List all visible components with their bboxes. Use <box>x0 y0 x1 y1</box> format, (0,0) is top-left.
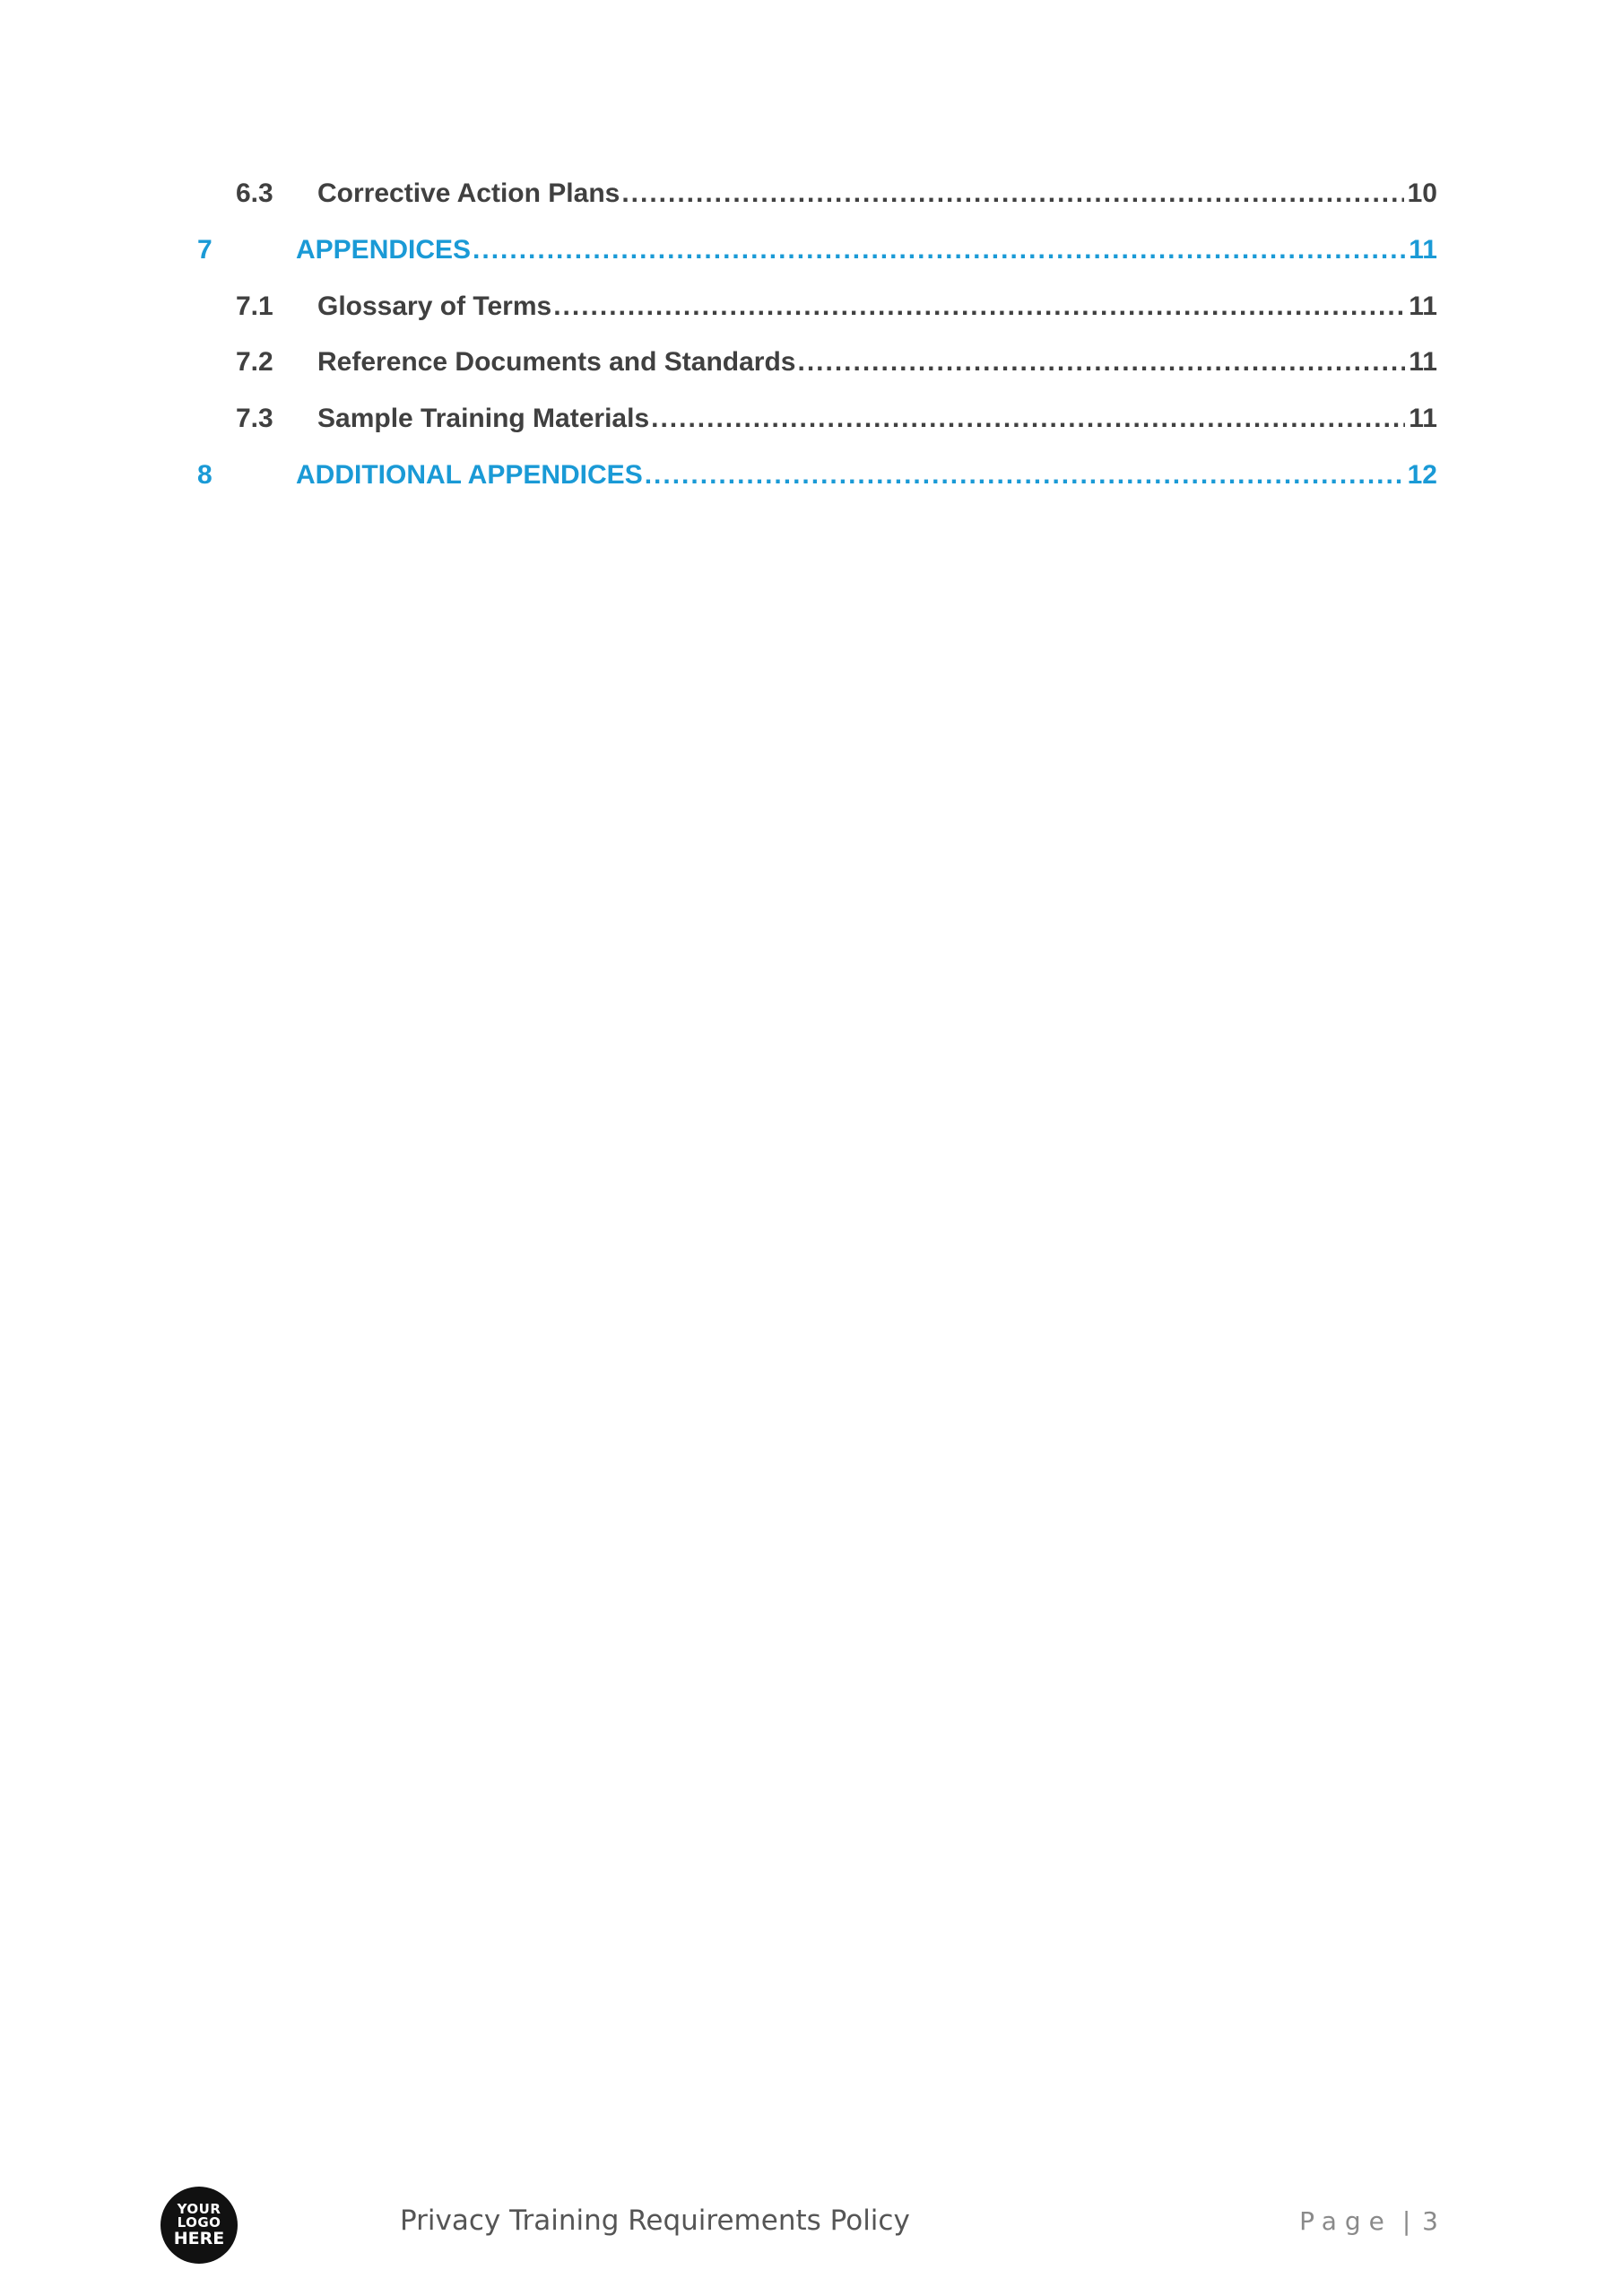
footer-page-number <box>1299 2206 1438 2236</box>
toc-entry-8[interactable] <box>197 457 1437 493</box>
toc-entry-page: 12 <box>1407 460 1437 490</box>
toc-entry-number: 7 <box>197 235 213 265</box>
toc-dot-leader <box>473 232 1405 268</box>
toc-entry-title: Reference Documents and Standards <box>317 347 796 377</box>
toc-entry-page: 11 <box>1409 291 1437 321</box>
toc-entry-number: 6.3 <box>236 178 273 208</box>
toc-entry-page: 11 <box>1409 404 1437 433</box>
toc-entry-7-1[interactable] <box>236 289 1437 325</box>
footer-document-title: Privacy Training Requirements Policy <box>400 2205 910 2237</box>
page-label: Page <box>1299 2206 1392 2236</box>
page-separator: | <box>1401 2206 1411 2236</box>
toc-entry-number: 7.2 <box>236 347 273 377</box>
toc-dot-leader <box>621 176 1403 212</box>
toc-entry-title: Sample Training Materials <box>317 404 650 433</box>
toc-entry-number: 7.1 <box>236 291 273 321</box>
toc-entry-7[interactable] <box>197 232 1437 268</box>
company-logo: YOUR LOGO HERE <box>160 2187 238 2264</box>
toc-entry-page: 10 <box>1407 178 1437 208</box>
toc-entry-7-2[interactable] <box>236 344 1437 380</box>
toc-entry-title: Corrective Action Plans <box>317 178 620 208</box>
toc-dot-leader <box>553 289 1405 325</box>
toc-dot-leader <box>645 457 1404 493</box>
toc-entry-page: 11 <box>1409 347 1437 377</box>
toc-entry-7-3[interactable] <box>236 401 1437 437</box>
toc-entry-number: 8 <box>197 460 213 490</box>
toc-dot-leader <box>651 401 1405 437</box>
toc-entry-number: 7.3 <box>236 404 273 433</box>
toc-entry-title: ADDITIONAL APPENDICES <box>296 460 643 490</box>
page-number: 3 <box>1422 2206 1438 2236</box>
toc-entry-title: Glossary of Terms <box>317 291 552 321</box>
toc-entry-6-3[interactable] <box>236 176 1437 212</box>
toc-entry-page: 11 <box>1409 235 1437 265</box>
toc-dot-leader <box>797 344 1405 380</box>
toc-entry-title: APPENDICES <box>296 235 472 265</box>
